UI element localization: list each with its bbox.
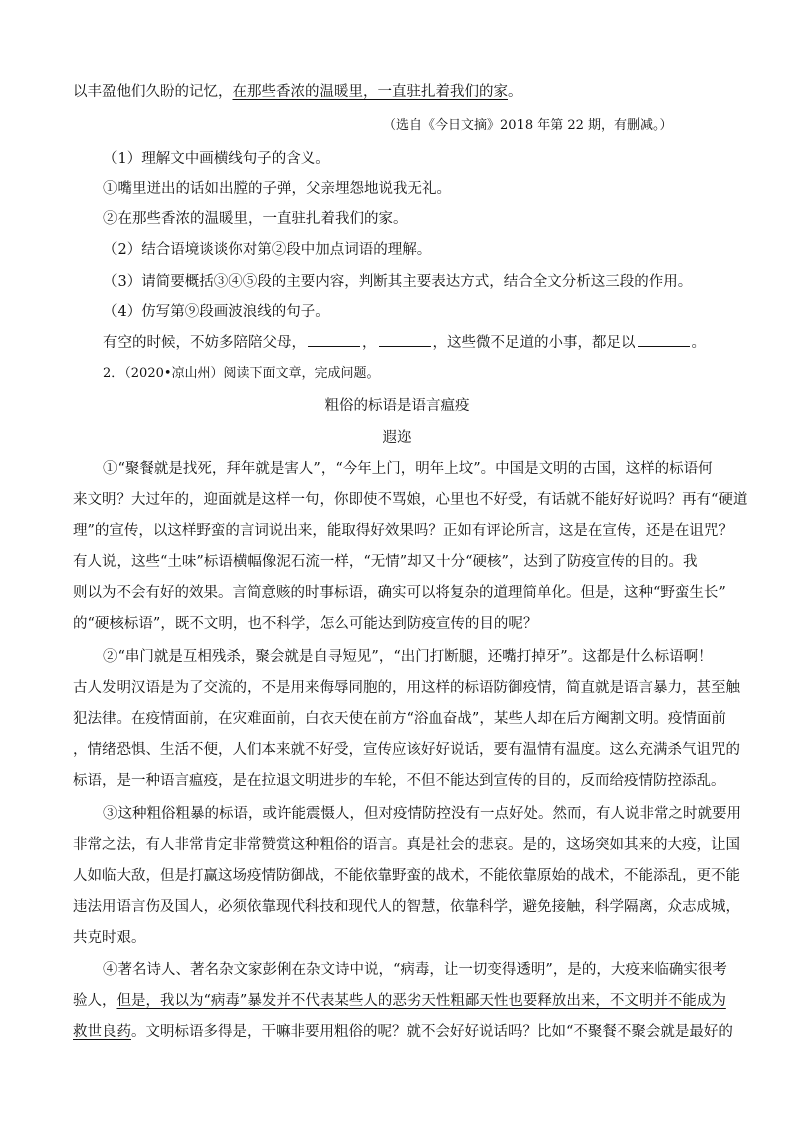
underlined-sentence: 救世良药	[73, 1024, 131, 1040]
intro-period: 。	[508, 84, 523, 100]
paragraph-1-line: 理”的宣传，以这样野蛮的言词说出来，能取得好效果吗？正如有评论所言，这是在宣传，还是在诅咒？	[73, 523, 733, 539]
question-4-prompt	[103, 331, 706, 352]
paragraph-3-line: 人如临大敌，但是打赢这场疫情防御战，不能依靠野蛮的战术，不能依靠原始的战术，不能添乱，更不能	[73, 868, 740, 884]
paragraph-2-line: 犯法律。在疫情面前，在灾难面前，白衣天使在前方“浴血奋战”，某些人却在后方阉割文明。疫情面前	[73, 711, 726, 727]
article-author: 遐迩	[382, 430, 412, 446]
problem-2-header: 2．（2020•凉山州）阅读下面文章，完成问题。	[103, 366, 380, 381]
question-1: （1）理解文中画横线句子的含义。	[103, 151, 330, 167]
paragraph-4-text: 验人，	[73, 993, 117, 1009]
underlined-sentence: 但是，我以为“病毒”暴发并不代表某些人的恶劣天性粗鄙天性也要释放出来，不文明并不能成为	[116, 993, 726, 1009]
paragraph-3-line: ③这种粗俗粗暴的标语，或许能震慑人，但对疫情防控没有一点好处。然而，有人说非常之时就要用	[103, 806, 741, 822]
answer-blank-3[interactable]	[638, 334, 690, 347]
answer-blank-1[interactable]	[308, 334, 360, 347]
answer-blank-2[interactable]	[379, 334, 431, 347]
underlined-sentence: 在那些香浓的温暖里，一直驻扎着我们的家	[232, 84, 508, 100]
paragraph-4-line: ④著名诗人、著名杂文家彭俐在杂文诗中说，“病毒，让一切变得透明”，是的，大疫来临确实很考	[103, 962, 727, 978]
paragraph-2-line: ②“串门就是互相残杀，聚会就是自寻短见”，“出门打断腿，还嘴打掉牙”。这都是什么标语啊！	[103, 649, 713, 665]
paragraph-1-line: 的“硬核标语”，既不文明，也不科学，怎么可能达到防疫宣传的目的呢？	[73, 616, 538, 632]
paragraph-1-line: ①“聚餐就是找死，拜年就是害人”，“今年上门，明年上坟”。中国是文明的古国，这样的标语何	[103, 461, 713, 477]
paragraph-4-text: 。文明标语多得是，干嘛非要用粗俗的呢？就不会好好说话吗？比如“不聚餐不聚会就是最好的	[131, 1024, 733, 1040]
question-3: （3）请简要概括③④⑤段的主要内容，判断其主要表达方式，结合全文分析这三段的作用。	[103, 274, 693, 290]
prompt-end: 。	[691, 335, 706, 351]
paragraph-4-line	[73, 989, 726, 1010]
question-4: （4）仿写第⑨段画波浪线的句子。	[103, 304, 330, 320]
prompt-text-2: ，这些微不足道的小事，都足以	[432, 335, 636, 351]
paragraph-2-line: 古人发明汉语是为了交流的，不是用来侮辱同胞的，用这样的标语防御疫情，简直就是语言暴力，甚至触	[73, 680, 740, 696]
paragraph-4-line	[73, 1020, 733, 1041]
intro-line	[73, 80, 523, 101]
intro-text: 以丰盈他们久盼的记忆，	[73, 84, 233, 100]
paragraph-2-line: 标语，是一种语言瘟疫，是在拉退文明进步的车轮，不但不能达到宣传的目的，反而给疫情防控添乱。	[73, 773, 726, 789]
question-2: （2）结合语境谈谈你对第②段中加点词语的理解。	[103, 242, 432, 258]
paragraph-1-line: 则以为不会有好的效果。言简意赅的时事标语，确实可以将复杂的道理简单化。但是，这种“野蛮生长”	[73, 585, 726, 601]
source-note: （选自《今日文摘》2018 年第 22 期，有删减。）	[383, 118, 673, 133]
paragraph-2-line: ，情绪恐惧、生活不便，人们本来就不好受，宣传应该好好说话，要有温情有温度。这么充满杀气诅咒的	[73, 742, 740, 758]
prompt-text: 有空的时候，不妨多陪陪父母，	[103, 335, 306, 351]
paragraph-3-line: 共克时艰。	[73, 930, 146, 946]
article-title: 粗俗的标语是语言瘟疫	[324, 398, 470, 414]
paragraph-1-line: 有人说，这些“土味”标语横幅像泥石流一样，“无情”却又十分“硬核”，达到了防疫宣传的目的。我	[73, 554, 698, 570]
paragraph-1-line: 来文明？大过年的，迎面就是这样一句，你即使不骂娘，心里也不好受，有话就不能好好说吗？再有“硬道	[73, 492, 748, 508]
question-1-item-1: ①嘴里迸出的话如出膛的子弹，父亲埋怨地说我无礼。	[103, 181, 451, 197]
paragraph-3-line: 违法用语言伤及国人，必须依靠现代科技和现代人的智慧，依靠科学，避免接触，科学隔离，众志成城，	[73, 899, 740, 915]
prompt-sep: ，	[362, 335, 377, 351]
question-1-item-2: ②在那些香浓的温暖里，一直驻扎着我们的家。	[103, 211, 408, 227]
paragraph-3-line: 非常之法，有人非常肯定非常赞赏这种粗俗的语言。真是社会的悲哀。是的，这场突如其来的大疫，让国	[73, 837, 740, 853]
